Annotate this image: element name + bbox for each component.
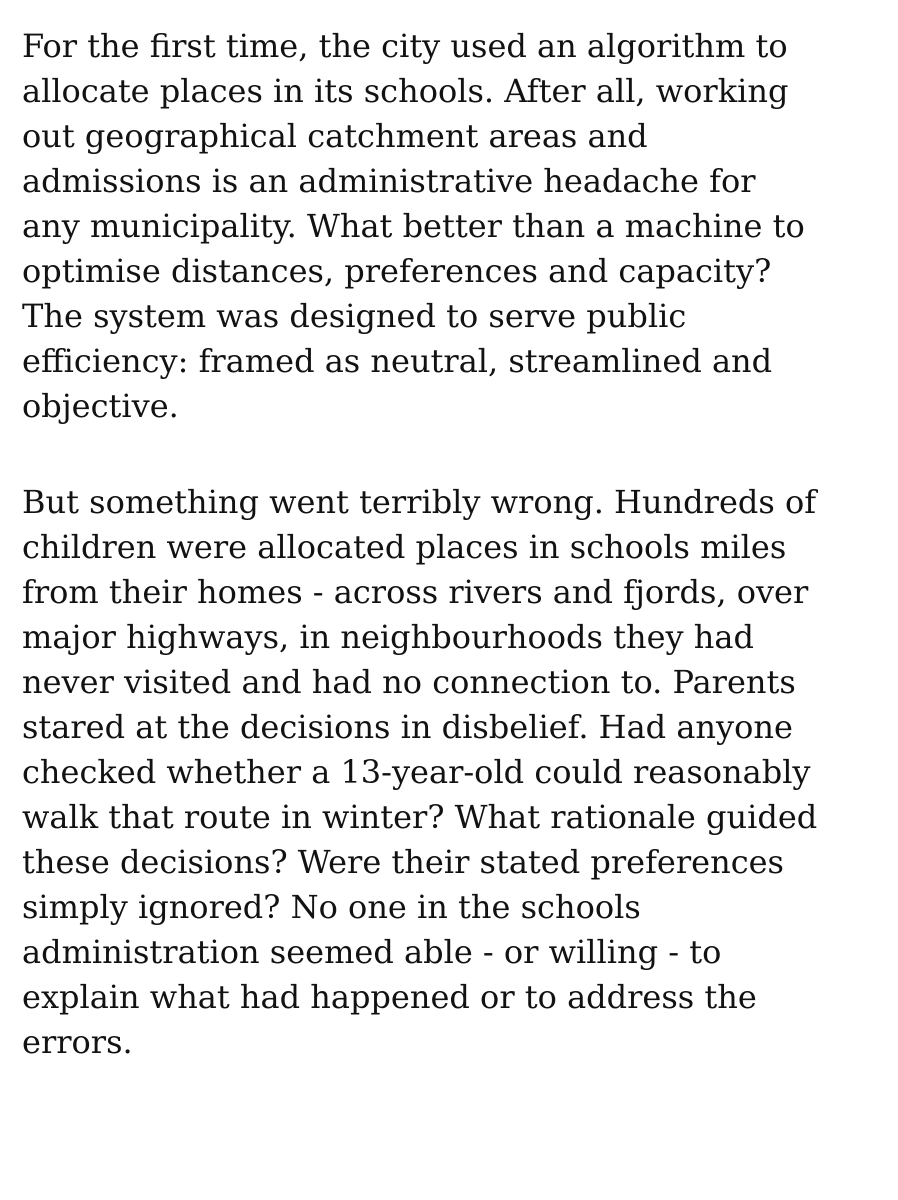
text-line: simply ignored? No one in the schools xyxy=(22,888,641,926)
article-body xyxy=(22,24,888,1065)
text-line: children were allocated places in schools miles xyxy=(22,528,787,566)
text-line: walk that route in winter? What rationale guided xyxy=(22,798,818,836)
text-line: major highways, in neighbourhoods they had xyxy=(22,618,754,656)
text-line: But something went terribly wrong. Hundreds of xyxy=(22,483,817,521)
paragraph-1 xyxy=(22,24,888,429)
text-line: any municipality. What better than a machine to xyxy=(22,207,805,245)
paragraph-gap xyxy=(22,429,888,480)
text-line: explain what had happened or to address the xyxy=(22,978,757,1016)
text-line: errors. xyxy=(22,1023,133,1061)
text-line: For the first time, the city used an algorithm to xyxy=(22,27,788,65)
text-line: objective. xyxy=(22,387,179,425)
text-line: admissions is an administrative headache for xyxy=(22,162,756,200)
text-line: checked whether a 13-year-old could reasonably xyxy=(22,753,811,791)
text-line: out geographical catchment areas and xyxy=(22,117,648,155)
text-line: allocate places in its schools. After all, working xyxy=(22,72,789,110)
text-line: these decisions? Were their stated preferences xyxy=(22,843,784,881)
text-line: never visited and had no connection to. Parents xyxy=(22,663,796,701)
text-line: from their homes - across rivers and fjords, over xyxy=(22,573,809,611)
text-line: efficiency: framed as neutral, streamlined and xyxy=(22,342,773,380)
text-line: administration seemed able - or willing - to xyxy=(22,933,722,971)
text-line: optimise distances, preferences and capacity? xyxy=(22,252,772,290)
text-line: stared at the decisions in disbelief. Had anyone xyxy=(22,708,793,746)
paragraph-2 xyxy=(22,480,888,1065)
text-line: The system was designed to serve public xyxy=(22,297,687,335)
